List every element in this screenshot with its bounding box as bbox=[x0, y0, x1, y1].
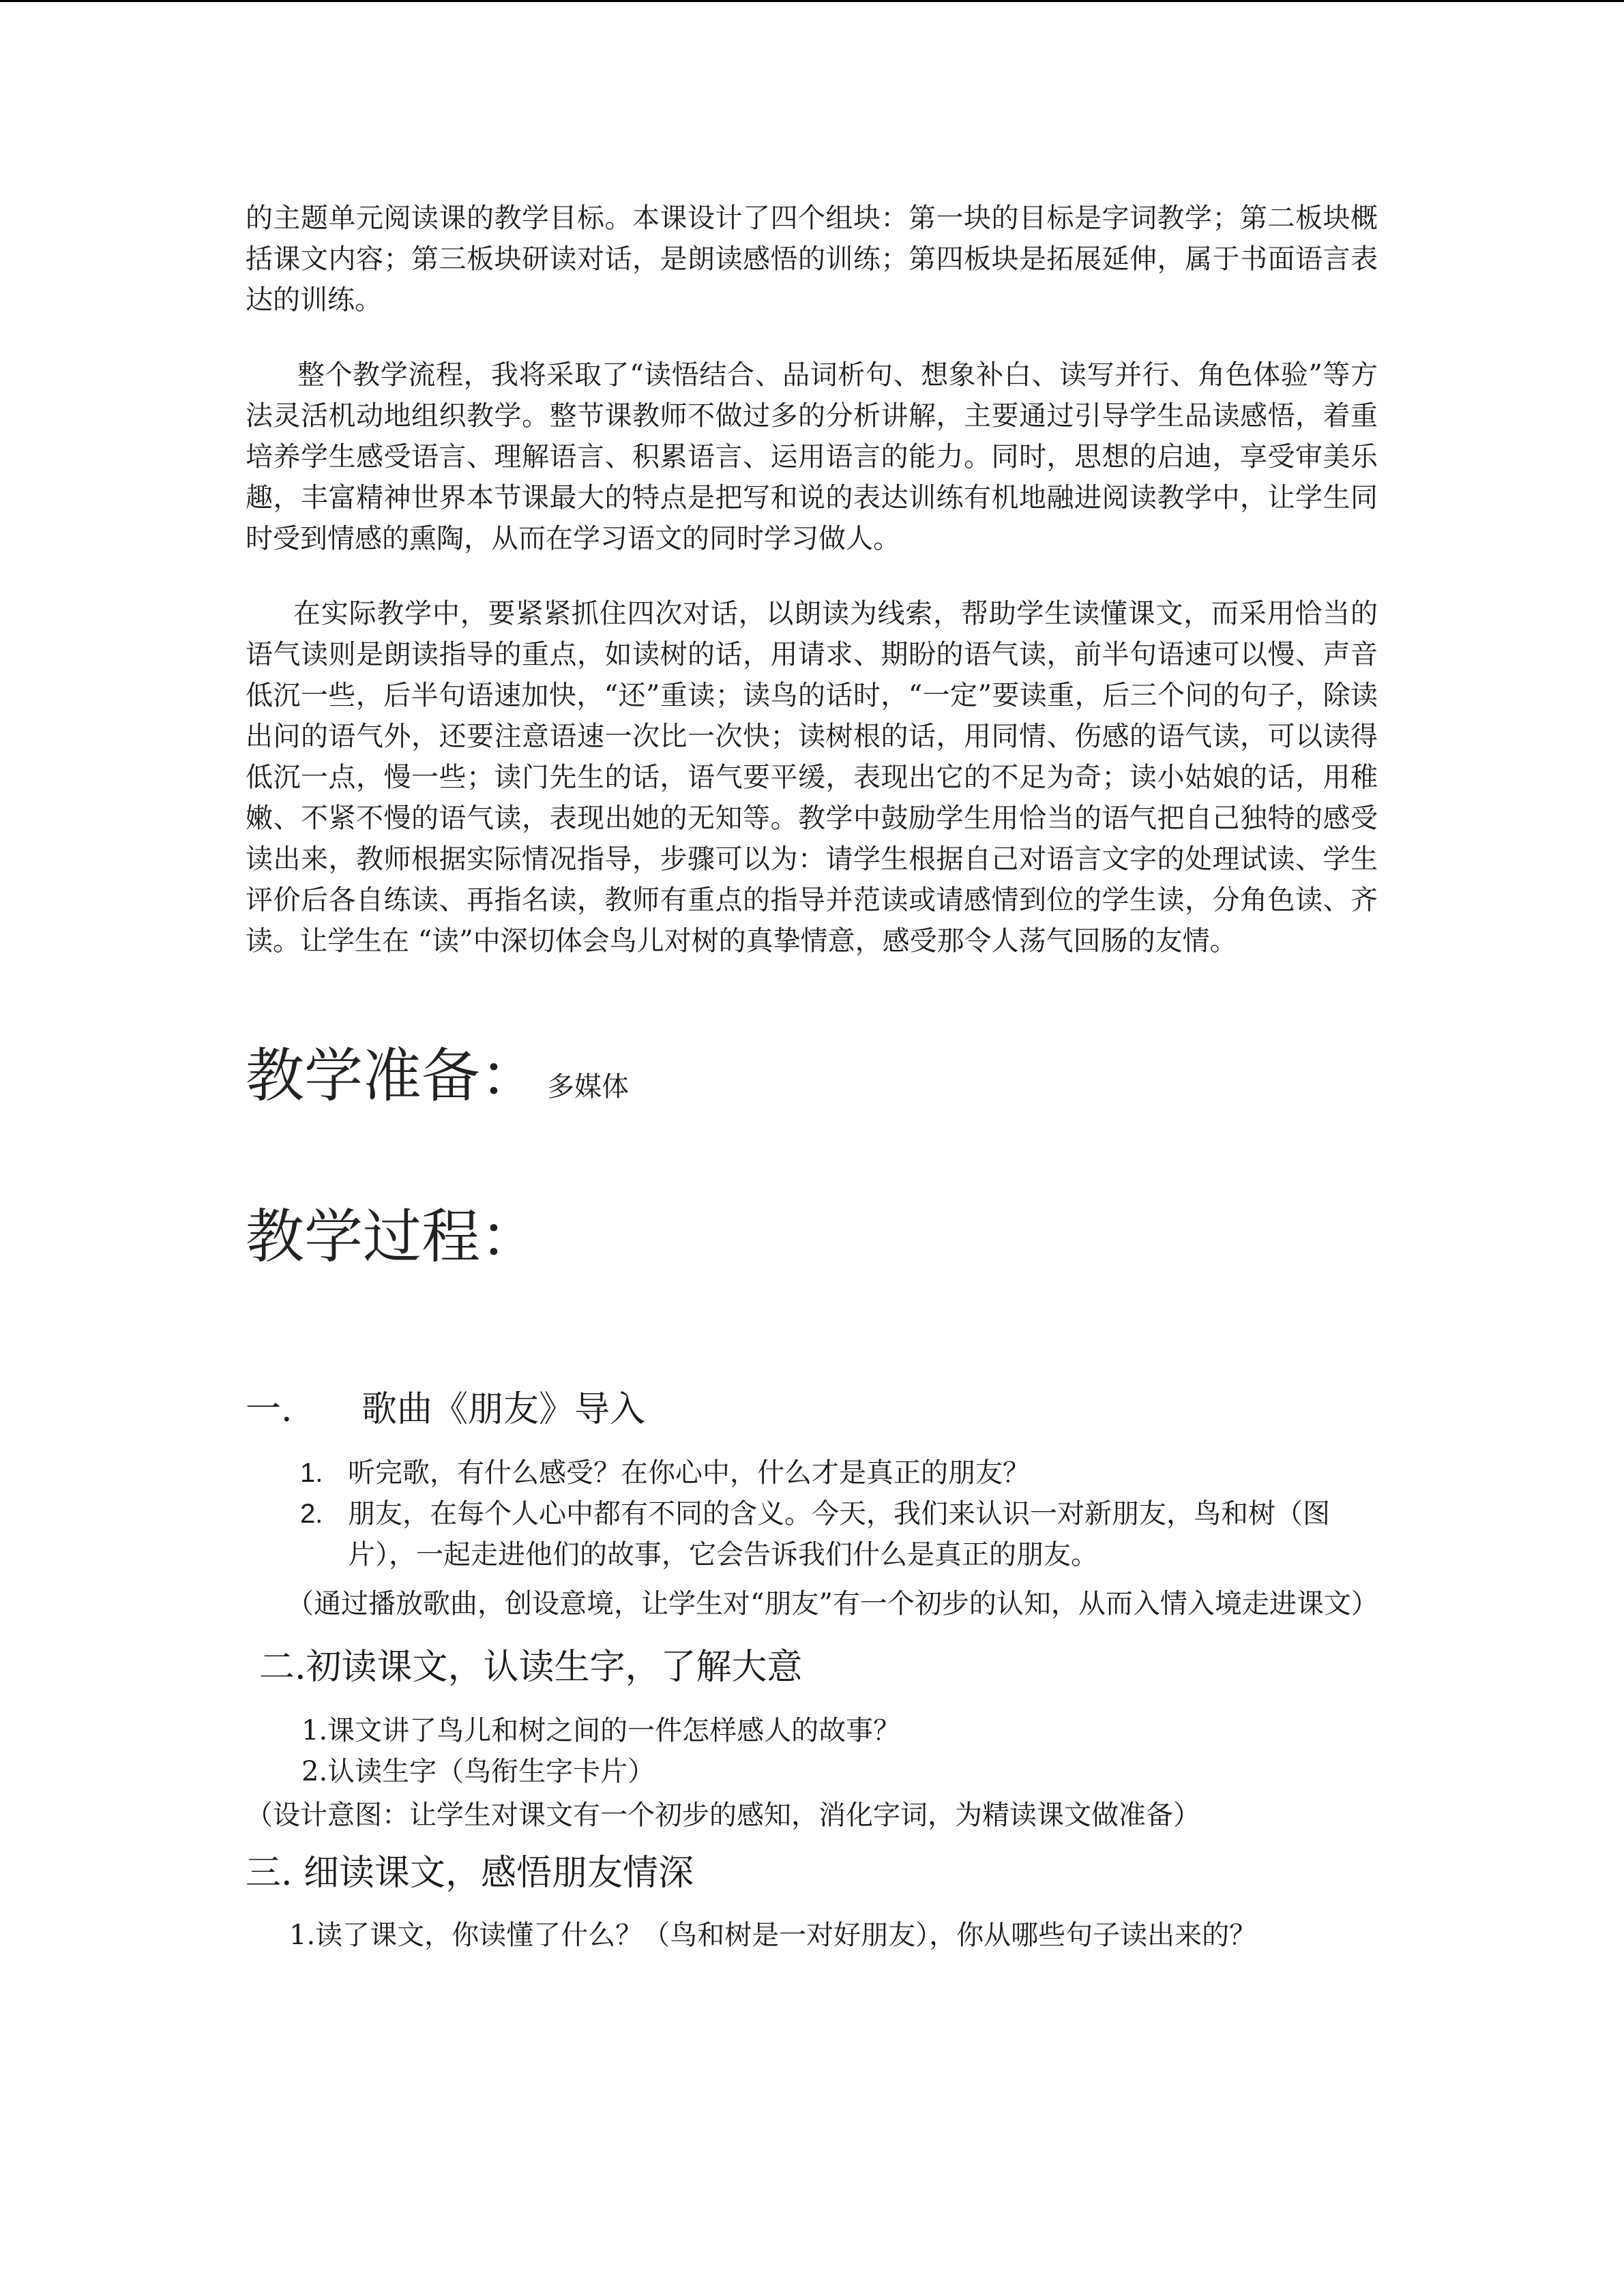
section-2-heading: 二.初读课文，认读生字，了解大意 bbox=[259, 1647, 803, 1688]
document-page bbox=[246, 198, 1378, 1956]
section-3-heading: 三. 细读课文，感悟朋友情深 bbox=[246, 1853, 694, 1894]
paragraph-teaching-goals: 的主题单元阅读课的教学目标。本课设计了四个组块：第一块的目标是字词教学；第二板块概括课文内容；第三板块研读对话，是朗读感悟的训练；第四板块是拓展延伸，属于书面语言表达的训练。 bbox=[246, 203, 1378, 316]
page-top-border bbox=[0, 0, 1624, 2]
teaching-preparation bbox=[246, 1042, 1378, 1110]
process-heading: 教学过程： bbox=[246, 1203, 539, 1271]
paragraph-reading-guidance: 在实际教学中，要紧紧抓住四次对话，以朗读为线索，帮助学生读懂课文，而采用恰当的语气读则是朗读指导的重点，如读树的话，用请求、期盼的语气读，前半句语速可以慢、声音低沉一些，后半句语速加快，“还”重读；读鸟的话时，“一定”要读重，后三个问的句子，除读出问的语气外，还要注意语速一次比一次快；读树根的话，用同情、伤感的语气读，可以读得低沉一点，慢一些；读门先生的话，语气要平缓，表现出它的不足为奇；读小姑娘的话，用稚嫩、不紧不慢的语气读，表现出她的无知等。教学中鼓励学生用恰当的语气把自己独特的感受读出来，教师根据实际情况指导，步骤可以为：请学生根据自己对语言文字的处理试读、学生评价后各自练读、再指名读，教师有重点的指导并范读或请感情到位的学生读，分角色读、齐读。让学生在 “读”中深切体会鸟儿对树的真挚情意，感受那令人荡气回肠的友情。 bbox=[246, 598, 1378, 957]
list-item-number: 2. bbox=[300, 1499, 323, 1529]
section-2-design-note: （设计意图：让学生对课文有一个初步的感知，消化字词，为精读课文做准备） bbox=[246, 1800, 1200, 1831]
section-1-design-note: （通过播放歌曲，创设意境，让学生对“朋友”有一个初步的认知，从而入情入境走进课文） bbox=[286, 1588, 1378, 1620]
preparation-note: 多媒体 bbox=[547, 1071, 629, 1103]
section-1-number: 一. bbox=[246, 1389, 293, 1430]
list-item bbox=[300, 1493, 1378, 1575]
section-1-list bbox=[246, 1452, 1378, 1575]
section-1-title: 歌曲《朋友》导入 bbox=[361, 1389, 646, 1430]
list-item-text: 朋友，在每个人心中都有不同的含义。今天，我们来认识一对新朋友，鸟和树（图片），一起走进他们的故事，它会告诉我们什么是真正的朋友。 bbox=[348, 1498, 1330, 1570]
section-1-heading bbox=[246, 1386, 1378, 1433]
list-item-text: 听完歌，有什么感受？在你心中，什么才是真正的朋友？ bbox=[348, 1457, 1030, 1489]
list-item-number: 1. bbox=[300, 1458, 323, 1488]
list-item bbox=[300, 1452, 1378, 1493]
paragraph-teaching-process: 整个教学流程，我将采取了“读悟结合、品词析句、想象补白、读写并行、角色体验”等方法灵活机动地组织教学。整节课教师不做过多的分析讲解，主要通过引导学生品读感悟，着重培养学生感受语言、理解语言、积累语言、运用语言的能力。同时，思想的启迪，享受审美乐趣，丰富精神世界本节课最大的特点是把写和说的表达训练有机地融进阅读教学中，让学生同时受到情感的熏陶，从而在学习语文的同时学习做人。 bbox=[246, 359, 1378, 554]
preparation-heading: 教学准备： bbox=[246, 1042, 539, 1110]
section-2-item: 2.认读生字（鸟衔生字卡片） bbox=[301, 1756, 655, 1787]
section-3-item: 1.读了课文，你读懂了什么？（鸟和树是一对好朋友），你从哪些句子读出来的？ bbox=[289, 1920, 1257, 1951]
section-2-item: 1.课文讲了鸟儿和树之间的一件怎样感人的故事？ bbox=[301, 1715, 901, 1746]
